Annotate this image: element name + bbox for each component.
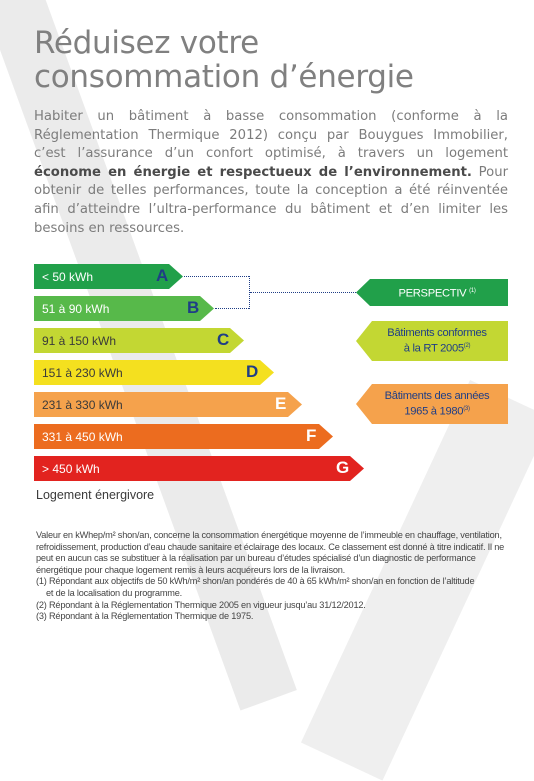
label-annees-line1: Bâtiments des années — [384, 390, 490, 403]
connector-line-b-bottom — [215, 308, 249, 309]
energy-bar-b-letter: B — [187, 298, 200, 317]
energy-bar-d-letter: D — [246, 362, 259, 381]
energy-bar-f — [34, 424, 333, 449]
energy-bar-a-letter: A — [156, 266, 169, 285]
label-perspectiv-name: PERSPECTIV — [398, 287, 467, 300]
label-rt2005 — [356, 321, 508, 361]
label-perspectiv-note: (1) — [469, 287, 476, 294]
page-title — [34, 26, 414, 94]
label-annees-text — [375, 390, 490, 418]
label-perspectiv — [356, 279, 508, 306]
energy-bar-c-letter: C — [217, 330, 230, 349]
intro-text-1: Habiter un bâtiment à basse consommation (conforme à la Réglementation Thermique 2012) conçu par Bouygues Immobilier, c’est l’assurance d’un confort optimisé, à travers un logement — [34, 109, 508, 162]
energy-bar-d — [34, 360, 274, 385]
label-annees — [356, 384, 508, 424]
energy-bar-e — [34, 392, 302, 417]
footnote-2: (2) Répondant à la Réglementation Thermique 2005 en vigueur jusqu’au 31/12/2012. — [36, 599, 366, 610]
footnote-3: (3) Répondant à la Réglementation Thermique de 1975. — [36, 611, 254, 622]
intro-text-2: Pour obtenir de telles performances, toute la conception a été réinventée afin d’atteindre l’ultra-performance du bâtiment et d’en limiter les besoins en ressources. — [34, 164, 508, 236]
footnote-main: Valeur en kWhep/m² shon/an, concerne la consommation énergétique moyenne de l’immeuble en chauffage, ventilation, refroidissement, production d’eau chaude sanitaire et éclairage des locaux. Ce classement est donné à titre indicatif. Il ne peut en aucun cas se substituer à la réalisation par un bureau d’études spécialisé d’un diagnostic de performance énergétique pour chaque logement remis à leurs acquéreurs lors de la livraison. — [36, 530, 505, 575]
connector-line-to-label — [250, 292, 360, 293]
energy-bar-f-letter: F — [306, 426, 317, 445]
logement-energivore-label: Logement énergivore — [36, 488, 155, 502]
title-line-1: Réduisez votre — [34, 25, 259, 61]
footnote-1: (1) Répondant aux objectifs de 50 kWh/m² shon/an pondérés de 40 à 65 kWh/m² shon/an en fonction de l’altitude — [36, 576, 475, 587]
label-rt2005-note: (2) — [463, 342, 471, 349]
energy-bar-g-letter: G — [336, 458, 350, 477]
energy-bar-c — [34, 328, 244, 353]
label-rt2005-line2: à la RT 2005 — [403, 342, 464, 355]
intro-paragraph — [34, 108, 508, 238]
energy-bar-e-range: 231 à 330 kWh — [42, 397, 123, 412]
footnotes — [36, 530, 514, 623]
energy-bar-a-range: < 50 kWh — [42, 269, 94, 284]
energy-bar-d-range: 151 à 230 kWh — [42, 365, 123, 380]
label-perspectiv-text — [388, 285, 475, 300]
label-rt2005-line1: Bâtiments conformes — [387, 327, 487, 340]
label-annees-line2: 1965 à 1980 — [404, 405, 464, 418]
intro-bold-text: économe en énergie et respectueux de l’environnement. — [34, 164, 472, 180]
energy-bar-f-range: 331 à 450 kWh — [42, 429, 123, 444]
energy-bar-b — [34, 296, 214, 321]
label-rt2005-text — [377, 327, 486, 355]
footnote-1-continued: et de la localisation du programme. — [46, 587, 182, 598]
energy-bar-b-range: 51 à 90 kWh — [42, 301, 110, 316]
title-line-2: consommation d’énergie — [34, 59, 414, 95]
energy-bar-g-range: > 450 kWh — [42, 461, 100, 476]
connector-line-a-top — [184, 276, 249, 277]
label-annees-note: (3) — [463, 405, 470, 412]
energy-bar-g — [34, 456, 364, 481]
energy-bar-c-range: 91 à 150 kWh — [42, 333, 117, 348]
energy-bar-e-letter: E — [275, 394, 287, 413]
energy-bar-a — [34, 264, 183, 289]
